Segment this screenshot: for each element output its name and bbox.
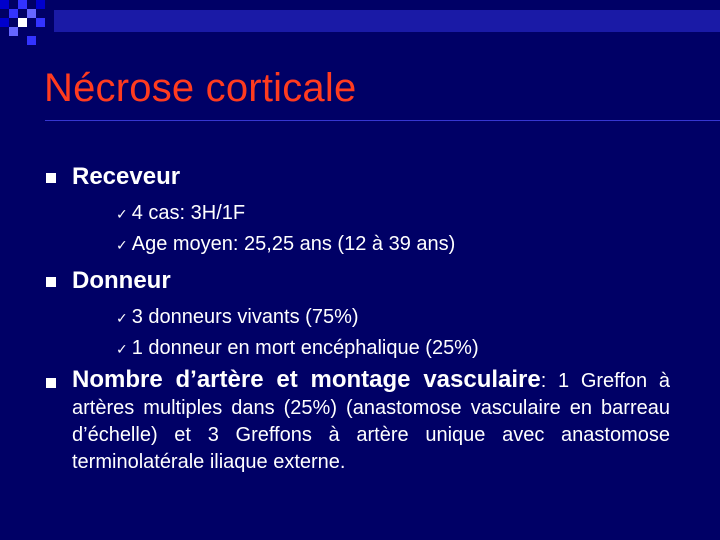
list-item bbox=[116, 306, 359, 329]
check-icon: ✓ bbox=[116, 237, 128, 253]
list-item-text: 1 donneur en mort encéphalique (25%) bbox=[131, 337, 479, 359]
check-icon: ✓ bbox=[116, 310, 128, 326]
decor-square bbox=[36, 0, 45, 9]
list-item bbox=[116, 233, 455, 256]
list-item bbox=[116, 202, 245, 225]
list-item-text: Age moyen: 25,25 ans (12 à 39 ans) bbox=[131, 233, 456, 255]
section-heading-donneur: Donneur bbox=[72, 267, 171, 294]
decor-square bbox=[18, 18, 27, 27]
list-item bbox=[116, 337, 479, 360]
paragraph-text: : 1 Greffon à artères multiples dans (25%) (anastomose vasculaire en barreau d’échelle) et 3 Greffons à artère unique avec anastomose terminolatérale iliaque externe. bbox=[72, 370, 670, 473]
title-divider bbox=[45, 120, 720, 121]
decor-square bbox=[27, 9, 36, 18]
check-icon: ✓ bbox=[116, 206, 128, 222]
bullet-square-icon bbox=[46, 173, 56, 183]
header-bar bbox=[54, 10, 720, 32]
decor-square bbox=[9, 9, 18, 18]
bullet-square-icon bbox=[46, 378, 56, 388]
bullet-square-icon bbox=[46, 277, 56, 287]
decor-square bbox=[36, 18, 45, 27]
decor-square bbox=[27, 36, 36, 45]
section-heading-receveur: Receveur bbox=[72, 163, 181, 190]
decor-square bbox=[0, 18, 9, 27]
list-item-text: 4 cas: 3H/1F bbox=[131, 202, 246, 224]
section-heading-nombre: Nombre d’artère et montage vasculaire bbox=[72, 366, 541, 393]
decor-square bbox=[0, 0, 9, 9]
section-paragraph bbox=[72, 366, 670, 476]
decor-square bbox=[18, 0, 27, 9]
list-item-text: 3 donneurs vivants (75%) bbox=[131, 306, 359, 328]
slide-title: Nécrose corticale bbox=[44, 66, 357, 110]
decor-square bbox=[9, 27, 18, 36]
check-icon: ✓ bbox=[116, 341, 128, 357]
